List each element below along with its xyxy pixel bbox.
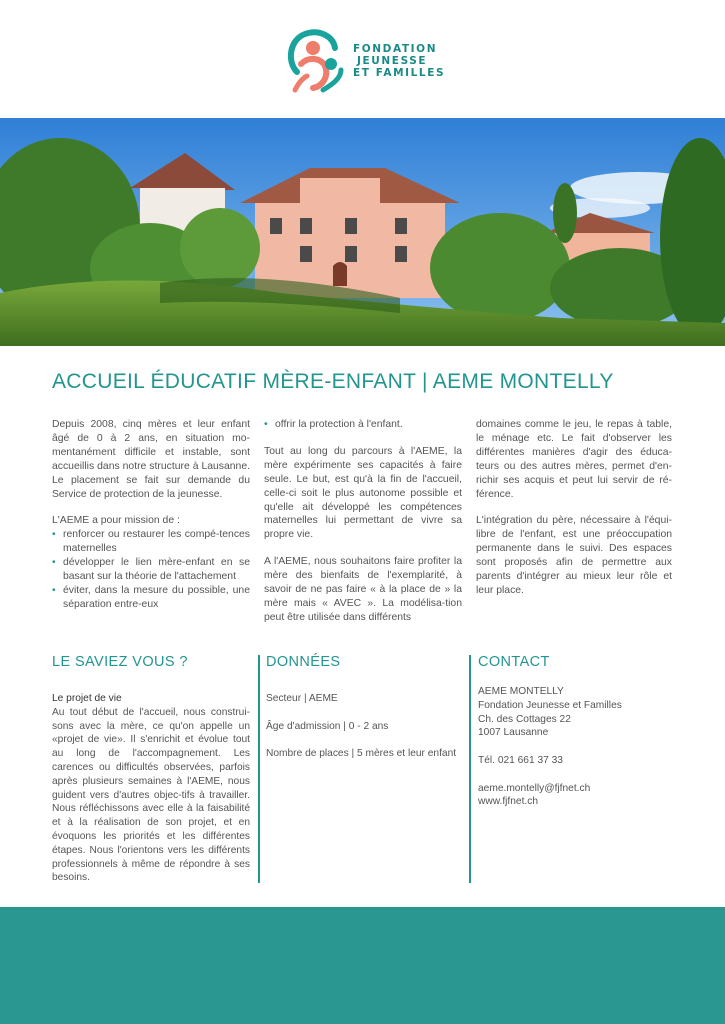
saviez-vous-subheading: Le projet de vie <box>52 693 122 704</box>
contact-phone: Tél. 021 661 37 33 <box>478 754 563 766</box>
right-column <box>476 418 672 611</box>
contact-street: Ch. des Cottages 22 <box>478 713 571 725</box>
donnees-age: Âge d'admission | 0 - 2 ans <box>266 720 389 732</box>
section-divider <box>469 655 471 883</box>
section-divider <box>258 655 260 883</box>
list-item: • renforcer ou restaurer les compé-tences maternelles <box>52 528 250 556</box>
logo-line-3: ET FAMILLES <box>353 67 446 79</box>
logo-wordmark <box>353 43 445 79</box>
list-item: • éviter, dans la mesure du possible, une séparation entre-eux <box>52 584 250 612</box>
logo-line-1: FONDATION <box>353 43 438 55</box>
saviez-vous-section <box>52 654 250 885</box>
contact-email[interactable]: aeme.montelly@fjfnet.ch <box>478 782 591 794</box>
house-photo-illustration <box>0 118 725 346</box>
middle-paragraph-2: A l'AEME, nous souhaitons faire profiter la mère des bienfaits de l'exemplarité, à savoir de ne pas faire « à la place de » la mère mais « AVEC ». La modélisa-tion peut être utilisée dans différents <box>264 556 462 623</box>
title-main: ACCUEIL ÉDUCATIF MÈRE-ENFANT <box>52 370 416 393</box>
contact-org: Fondation Jeunesse et Familles <box>478 699 622 711</box>
logo-line-2: JEUNESSE <box>357 55 428 67</box>
foundation-logo-icon <box>283 26 351 96</box>
contact-heading: CONTACT <box>478 654 550 670</box>
mission-list <box>52 528 250 611</box>
contact-section <box>478 654 674 809</box>
list-item: • offrir la protection à l'enfant. <box>264 418 462 432</box>
title-sub: AEME MONTELLY <box>432 370 614 393</box>
donnees-heading: DONNÉES <box>266 654 341 670</box>
page-title <box>52 370 692 394</box>
contact-website[interactable]: www.fjfnet.ch <box>478 796 539 808</box>
donnees-places: Nombre de places | 5 mères et leur enfant <box>266 748 457 760</box>
right-paragraph-1: domaines comme le jeu, le repas à table, le ménage etc. Le fait d'observer les différentes manières d'agir des éduca-teurs ou des autres mères, permet d'en-richir ses acquis et peut lui servir de ré-férence. <box>476 419 672 500</box>
footer-band <box>0 907 725 1024</box>
contact-name: AEME MONTELLY <box>478 686 564 697</box>
donnees-secteur: Secteur | AEME <box>266 693 338 704</box>
saviez-vous-text: Au tout début de l'accueil, nous construi-sons avec la mère, ce qu'on appelle un «projet de vie». Il s'enrichit et évolue tout au long de l'accompagnement. Les carences ou difficultés observées, parfois après plusieurs semaines à l'AEME, nous guident vers d'autres objec-tifs à travailler. Nous réfléchissons avec elle à la faisabilité et à la réalisation de son projet, et en évoquons les priorités et les différentes étapes. Nous l'orientons vers les différents professionnels à même de répondre à ses besoins. <box>52 706 250 884</box>
house-photo <box>0 118 725 346</box>
middle-column <box>264 418 462 638</box>
intro-paragraph-1: Depuis 2008, cinq mères et leur enfant âgé de 0 à 2 ans, en situation mo-mentanément difficile et instable, sont accueillis dans notre structure à Lausanne. Le placement se fait sur demande du Service de protection de la jeunesse. <box>52 419 250 500</box>
foundation-logo <box>283 26 458 96</box>
title-separator: | <box>422 370 428 393</box>
intro-column <box>52 418 250 612</box>
list-item: • développer le lien mère-enfant en se basant sur la théorie de l'attachement <box>52 556 250 584</box>
intro-paragraph-2: L'AEME a pour mission de : <box>52 515 180 527</box>
donnees-section <box>266 654 466 775</box>
saviez-vous-heading: LE SAVIEZ VOUS ? <box>52 654 188 670</box>
mission-list-continued <box>264 418 462 432</box>
middle-paragraph-1: Tout au long du parcours à l'AEME, la mère expérimente ses capacités à faire seule. Le but, est qu'à la fin de l'accueil, celle-ci soit le plus autonome possible et qu'elle ait développé les compétences maternelles lui permettant de vivre sa propre vie. <box>264 445 462 541</box>
right-paragraph-2: L'intégration du père, nécessaire à l'équi-libre de l'enfant, est une préoccupation permanente dans le suivi. Des espaces sont proposés afin de permettre aux parents d'intégrer au mieux leur rôle et leur place. <box>476 515 672 596</box>
contact-city: 1007 Lausanne <box>478 727 549 739</box>
